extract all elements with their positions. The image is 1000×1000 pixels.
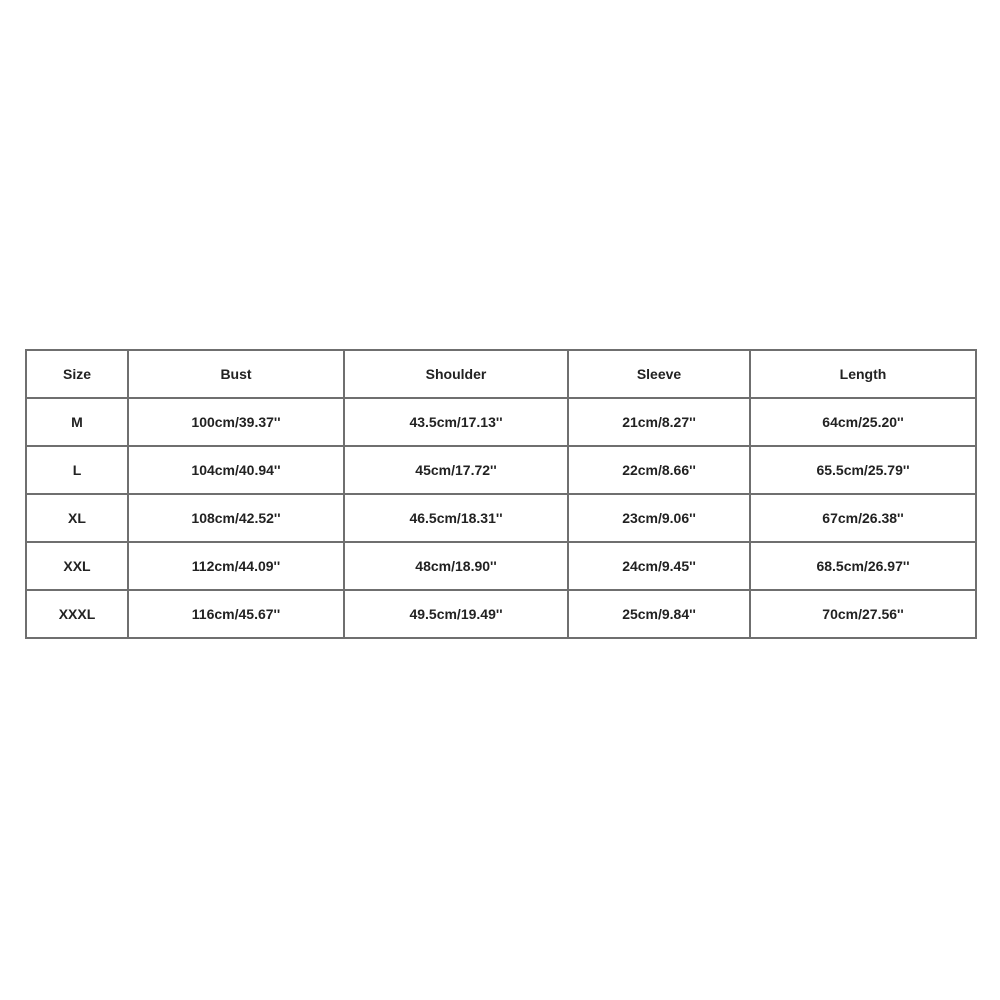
cell-length: 65.5cm/25.79'': [750, 446, 976, 494]
table-row: [26, 542, 976, 590]
cell-shoulder: 49.5cm/19.49'': [344, 590, 568, 638]
cell-shoulder: 48cm/18.90'': [344, 542, 568, 590]
cell-bust: 100cm/39.37'': [128, 398, 344, 446]
cell-sleeve: 23cm/9.06'': [568, 494, 750, 542]
cell-size: XXXL: [26, 590, 128, 638]
cell-shoulder: 43.5cm/17.13'': [344, 398, 568, 446]
cell-sleeve: 25cm/9.84'': [568, 590, 750, 638]
cell-sleeve: 21cm/8.27'': [568, 398, 750, 446]
header-shoulder: Shoulder: [344, 350, 568, 398]
header-bust: Bust: [128, 350, 344, 398]
table-row: [26, 494, 976, 542]
header-sleeve: Sleeve: [568, 350, 750, 398]
cell-bust: 112cm/44.09'': [128, 542, 344, 590]
cell-sleeve: 22cm/8.66'': [568, 446, 750, 494]
table-row: [26, 590, 976, 638]
cell-size: M: [26, 398, 128, 446]
cell-sleeve: 24cm/9.45'': [568, 542, 750, 590]
cell-length: 67cm/26.38'': [750, 494, 976, 542]
cell-size: XL: [26, 494, 128, 542]
cell-length: 70cm/27.56'': [750, 590, 976, 638]
cell-size: XXL: [26, 542, 128, 590]
cell-length: 68.5cm/26.97'': [750, 542, 976, 590]
table-header-row: [26, 350, 976, 398]
cell-size: L: [26, 446, 128, 494]
cell-shoulder: 46.5cm/18.31'': [344, 494, 568, 542]
size-chart-table: [25, 349, 977, 639]
cell-shoulder: 45cm/17.72'': [344, 446, 568, 494]
cell-bust: 116cm/45.67'': [128, 590, 344, 638]
header-length: Length: [750, 350, 976, 398]
cell-length: 64cm/25.20'': [750, 398, 976, 446]
table-row: [26, 446, 976, 494]
cell-bust: 104cm/40.94'': [128, 446, 344, 494]
cell-bust: 108cm/42.52'': [128, 494, 344, 542]
header-size: Size: [26, 350, 128, 398]
table-row: [26, 398, 976, 446]
